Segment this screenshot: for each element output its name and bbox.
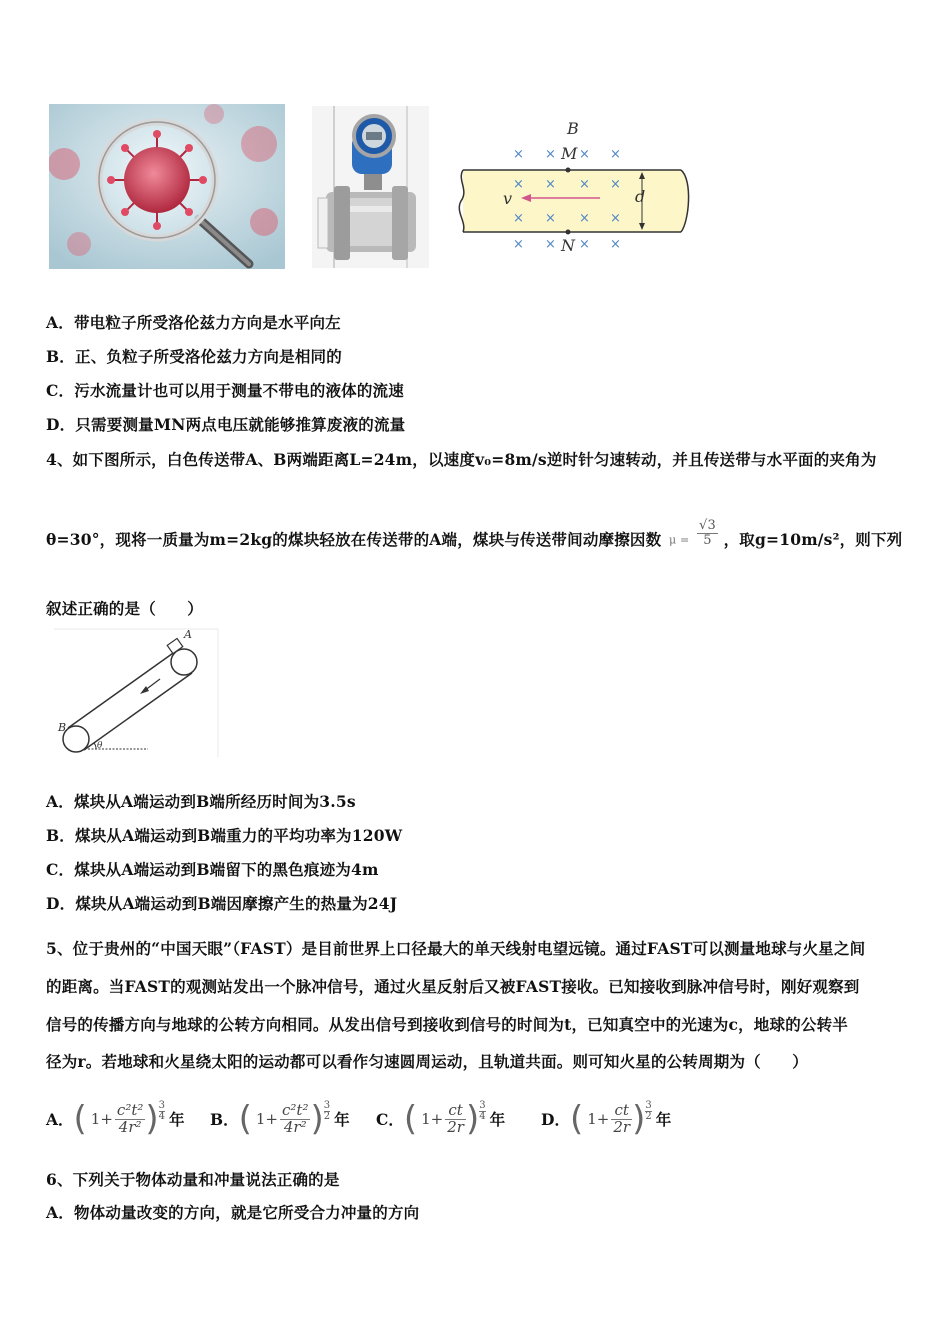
svg-text:×: × (579, 211, 590, 226)
q5-stem-line3: 信号的传播方向与地球的公转方向相同。从发出信号到接收到信号的时间为t，已知真空中的光速为c，地球的公转半 (46, 1015, 849, 1034)
svg-text:×: × (579, 147, 590, 162)
q5-stem-line1: 5、位于贵州的“中国天眼”（FAST）是目前世界上口径最大的单天线射电望远镜。通过FAST可以测量地球与火星之间 (46, 939, 866, 958)
label-n: N (561, 236, 575, 255)
mu-value: $\frac{√3}{5}$ (699, 518, 716, 548)
q4-stem-line1: 4、如下图所示，白色传送带A、B两端距离L=24m，以速度v₀=8m/s逆时针匀速转动，并且传送带与水平面的夹角为 (46, 450, 877, 469)
svg-text:×: × (545, 147, 556, 162)
svg-text:×: × (579, 237, 590, 252)
q3-option-b: B．正、负粒子所受洛伦兹力方向是相同的 (46, 347, 342, 366)
label-m: M (561, 144, 578, 163)
svg-text:×: × (610, 237, 621, 252)
flowmeter-photo (312, 106, 429, 268)
svg-text:×: × (513, 211, 524, 226)
q3-option-d: D．只需要测量MN两点电压就能够推算废液的流量 (46, 415, 406, 434)
conveyor-label-a: A (184, 628, 192, 641)
q5-stem-line2: 的距离。当FAST的观测站发出一个脉冲信号，通过火星反射后又被FAST接收。已知接收到脉冲信号时，刚好观察到 (46, 977, 860, 996)
conveyor-label-b: B (58, 721, 67, 734)
q5-option-b: B． ( 1+ $\frac{\text{c²t²}}{\text{4r²}}$ ) 3 2 年 (210, 1099, 350, 1139)
label-d: d (635, 187, 646, 206)
q4-stem-line2: θ=30°，现将一质量为m=2kg的煤块轻放在传送带的A端，煤块与传送带间动摩擦因数 μ = $\frac{√3}{5}$ ，取g=10m/s²，则下列 (46, 518, 903, 550)
q5-option-a: A． ( 1+ $\frac{\text{c²t²}}{\text{4r²}}$ ) 3 4 年 (46, 1099, 185, 1139)
magnetic-flow-diagram (455, 118, 695, 260)
q5-option-d: D． ( 1+ $\frac{ct}{2r}$ ) 3 2 年 (541, 1099, 672, 1139)
label-b: B (567, 119, 579, 138)
label-v: v (503, 189, 513, 208)
q3-option-a: A．带电粒子所受洛伦兹力方向是水平向左 (46, 313, 341, 332)
svg-text:×: × (545, 211, 556, 226)
svg-text:×: × (610, 211, 621, 226)
q4-option-d: D．煤块从A端运动到B端因摩擦产生的热量为24J (46, 894, 398, 913)
conveyor-label-theta: θ (97, 741, 103, 751)
q5-stem-line4: 径为r。若地球和火星绕太阳的运动都可以看作匀速圆周运动，且轨道共面。则可知火星的公转周期为（ ） (46, 1052, 808, 1071)
q4-stem-line3: 叙述正确的是（ ） (46, 599, 204, 618)
q4-option-c: C．煤块从A端运动到B端留下的黑色痕迹为4m (46, 860, 379, 879)
svg-text:×: × (610, 177, 621, 192)
q6-stem: 6、下列关于物体动量和冲量说法正确的是 (46, 1170, 340, 1189)
q5-option-c: C． ( 1+ $\frac{ct}{2r}$ ) 3 4 年 (376, 1099, 506, 1139)
svg-text:×: × (610, 147, 621, 162)
conveyor-diagram (52, 627, 220, 759)
svg-text:×: × (579, 177, 590, 192)
svg-text:×: × (513, 237, 524, 252)
svg-text:×: × (545, 237, 556, 252)
q5-options-row (46, 1090, 906, 1148)
q6-option-a: A．物体动量改变的方向，就是它所受合力冲量的方向 (46, 1203, 420, 1222)
mu-fraction: μ = (668, 534, 690, 548)
q4-option-a: A．煤块从A端运动到B端所经历时间为3.5s (46, 792, 356, 811)
svg-text:×: × (513, 177, 524, 192)
q4-option-b: B．煤块从A端运动到B端重力的平均功率为120W (46, 826, 403, 845)
svg-text:×: × (513, 147, 524, 162)
q3-option-c: C．污水流量计也可以用于测量不带电的液体的流速 (46, 381, 404, 400)
svg-text:×: × (545, 177, 556, 192)
virus-magnifier-image (49, 104, 285, 269)
